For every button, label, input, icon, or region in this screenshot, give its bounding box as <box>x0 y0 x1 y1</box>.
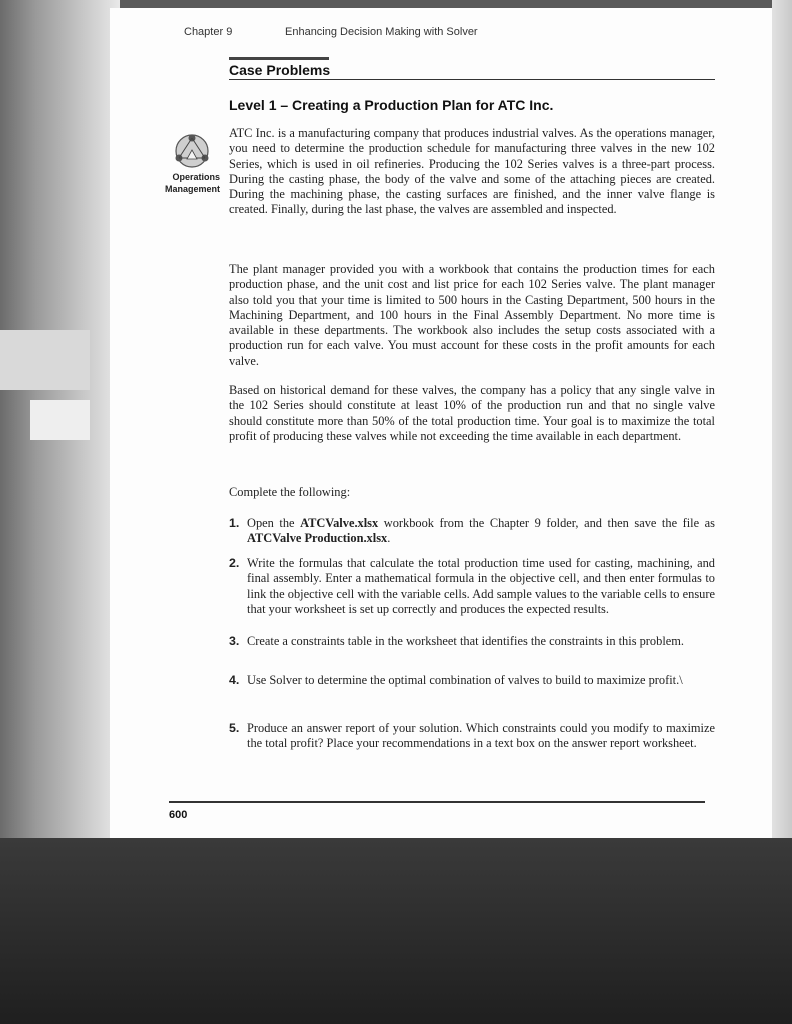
page-right-edge <box>772 0 792 850</box>
book-spine-edge <box>0 0 120 850</box>
page-edge-highlight <box>0 330 90 390</box>
file-name: ATCValve.xlsx <box>300 516 379 530</box>
step-text: Create a constraints table in the worksheet that identifies the constraints in this problem. <box>247 634 684 648</box>
footer-rule <box>169 801 705 803</box>
operations-management-icon <box>169 130 215 170</box>
section-title: Case Problems <box>229 62 331 78</box>
step-number: 4. <box>229 673 240 687</box>
step-item <box>229 556 715 617</box>
intro-paragraph: ATC Inc. is a manufacturing company that produces industrial valves. As the operations manager, you need to determine the production schedule for manufacturing three valves in the new 102 Series, which is used in oil refineries. Producing the 102 Series valves is a three-part process. During the casting phase, the body of the valve and some of the attaching pieces are created. During the machining phase, the casting surfaces are finished, and the inner valve flange is created. Finally, during the last phase, the valves are assembled and inspected. <box>229 126 715 217</box>
chapter-label: Chapter 9 <box>184 26 233 38</box>
policy-paragraph: Based on historical demand for these valves, the company has a policy that any single valve in the 102 Series should constitute at least 10% of the production run and that no single valve should constitute more than 50% of the total production time. Your goal is to maximize the total profit of producing these valves while not exceeding the time available in each department. <box>229 383 715 443</box>
section-accent-rule <box>229 57 329 60</box>
step-text <box>247 516 715 547</box>
step-item <box>229 516 715 547</box>
step-number: 2. <box>229 556 240 570</box>
step-text-part: . <box>387 531 391 546</box>
page-number: 600 <box>169 809 188 821</box>
step-text-part: Open the <box>247 516 301 530</box>
step-number: 5. <box>229 721 240 735</box>
scan-background <box>0 838 792 1024</box>
ops-label-line1: Operations <box>172 172 220 182</box>
ops-label-line2: Management <box>164 184 220 194</box>
level-heading: Level 1 – Creating a Production Plan for ATC Inc. <box>229 97 554 113</box>
step-item <box>229 634 715 649</box>
file-name: ATCValve Production.xlsx <box>247 531 388 546</box>
instructions-lead: Complete the following: <box>229 485 351 499</box>
running-title: Enhancing Decision Making with Solver <box>285 26 478 38</box>
step-item <box>229 673 715 688</box>
page-edge-highlight <box>30 400 90 440</box>
step-number: 1. <box>229 516 240 530</box>
step-text: Write the formulas that calculate the total production time used for casting, machining, and final assembly. Enter a mathematical formula in the objective cell, and then enter formulas to link the objective cell with the variable cells. Add sample values to the variable cells to ensure that your worksheet is set up correctly and produces the expected results. <box>247 556 715 616</box>
operations-management-label <box>160 171 220 195</box>
step-text-part: workbook from the Chapter 9 folder, and then save the file as <box>378 516 715 530</box>
workbook-paragraph: The plant manager provided you with a workbook that contains the production times for each production phase, and the unit cost and list price for each 102 Series valve. The plant manager also told you that your time is limited to 500 hours in the Casting Department, 500 hours in the Machining Department, and 100 hours in the Final Assembly Department. No more time is available in these departments. The workbook also includes the setup costs associated with a production run for each valve. You must account for these costs in the profit amounts for each valve. <box>229 262 715 368</box>
step-text: Produce an answer report of your solution. Which constraints could you modify to maximize the total profit? Place your recommendations in a text box on the answer report worksheet. <box>247 721 715 751</box>
step-number: 3. <box>229 634 240 648</box>
step-text: Use Solver to determine the optimal combination of valves to build to maximize profit.\ <box>247 673 683 687</box>
step-item <box>229 721 715 752</box>
section-rule <box>229 79 715 80</box>
